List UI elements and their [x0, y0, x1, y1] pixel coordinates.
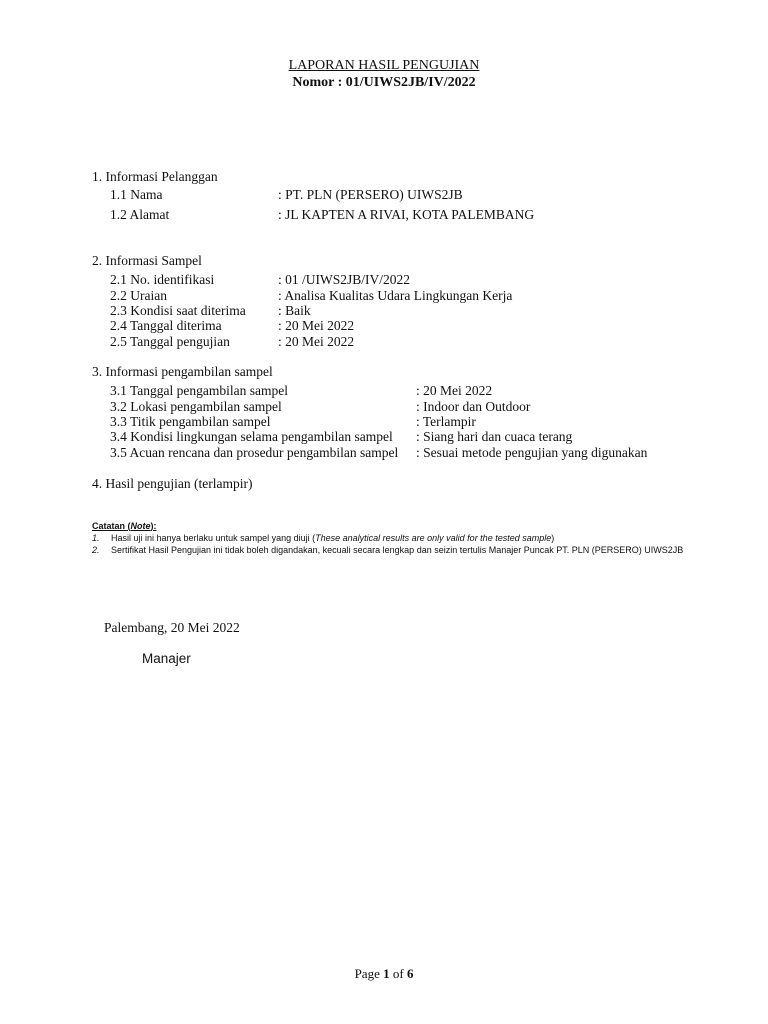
field-value: : 20 Mei 2022 [278, 334, 355, 349]
notes-title-end: ): [150, 521, 157, 531]
note-text: Sertifikat Hasil Pengujian ini tidak boleh digandakan, kecuali secara lengkap dan seizin tertulis Manajer Puncak PT. PLN (PERSERO) UIWS2JB [111, 545, 684, 555]
page-word: Page [354, 966, 384, 981]
page-number: 1 [383, 966, 390, 981]
field-label: 3.4 Kondisi lingkungan selama pengambilan sampel [110, 429, 393, 444]
notes-title-text: Catatan ( [92, 521, 131, 531]
field-value: : Indoor dan Outdoor [416, 399, 531, 414]
note-number: 1. [92, 533, 100, 543]
report-number: Nomor : 01/UIWS2JB/IV/2022 [292, 75, 476, 90]
section-heading-sampling-info: 3. Informasi pengambilan sampel [92, 364, 273, 379]
signatory-role: Manajer [142, 651, 191, 666]
note-text-italic: These analytical results are only valid for the tested sample [315, 533, 552, 543]
field-value: : Siang hari dan cuaca terang [416, 429, 573, 444]
of-word: of [389, 966, 407, 981]
field-value: : Baik [278, 303, 311, 318]
notes-title [92, 521, 157, 531]
field-label: 3.2 Lokasi pengambilan sampel [110, 399, 282, 414]
notes-title-italic: Note [130, 521, 151, 531]
field-label: 3.3 Titik pengambilan sampel [110, 414, 271, 429]
note-text-end: ) [551, 533, 555, 543]
page-indicator [0, 966, 768, 982]
field-value: : PT. PLN (PERSERO) UIWS2JB [278, 187, 463, 202]
field-value: : 20 Mei 2022 [416, 383, 493, 398]
field-label: 1.1 Nama [110, 187, 163, 202]
field-value: : Terlampir [416, 414, 476, 429]
field-value: : JL KAPTEN A RIVAI, KOTA PALEMBANG [278, 207, 535, 222]
note-text [111, 533, 554, 544]
field-label: 3.1 Tanggal pengambilan sampel [110, 383, 289, 398]
section-heading-customer-info: 1. Informasi Pelanggan [92, 169, 218, 184]
field-label: 2.4 Tanggal diterima [110, 318, 222, 333]
field-label: 1.2 Alamat [110, 207, 170, 222]
field-label: 2.1 No. identifikasi [110, 272, 215, 287]
field-label: 3.5 Acuan rencana dan prosedur pengambilan sampel [110, 445, 399, 460]
note-text-start: Hasil uji ini hanya berlaku untuk sampel yang diuji ( [111, 533, 316, 543]
field-label: 2.5 Tanggal pengujian [110, 334, 230, 349]
note-item [92, 545, 714, 569]
field-value: : 20 Mei 2022 [278, 318, 355, 333]
field-value: : Sesuai metode pengujian yang digunakan [416, 445, 648, 460]
field-value: : 01 /UIWS2JB/IV/2022 [278, 272, 411, 287]
page-total: 6 [406, 966, 414, 981]
section-heading-sample-info: 2. Informasi Sampel [92, 253, 202, 268]
field-value: : Analisa Kualitas Udara Lingkungan Kerja [278, 288, 513, 303]
field-label: 2.2 Uraian [110, 288, 167, 303]
place-date: Palembang, 20 Mei 2022 [104, 620, 240, 635]
note-number: 2. [92, 545, 100, 555]
report-title: LAPORAN HASIL PENGUJIAN [288, 58, 480, 73]
section-heading-test-results: 4. Hasil pengujian (terlampir) [92, 476, 253, 491]
note-item [92, 533, 714, 545]
field-label: 2.3 Kondisi saat diterima [110, 303, 246, 318]
